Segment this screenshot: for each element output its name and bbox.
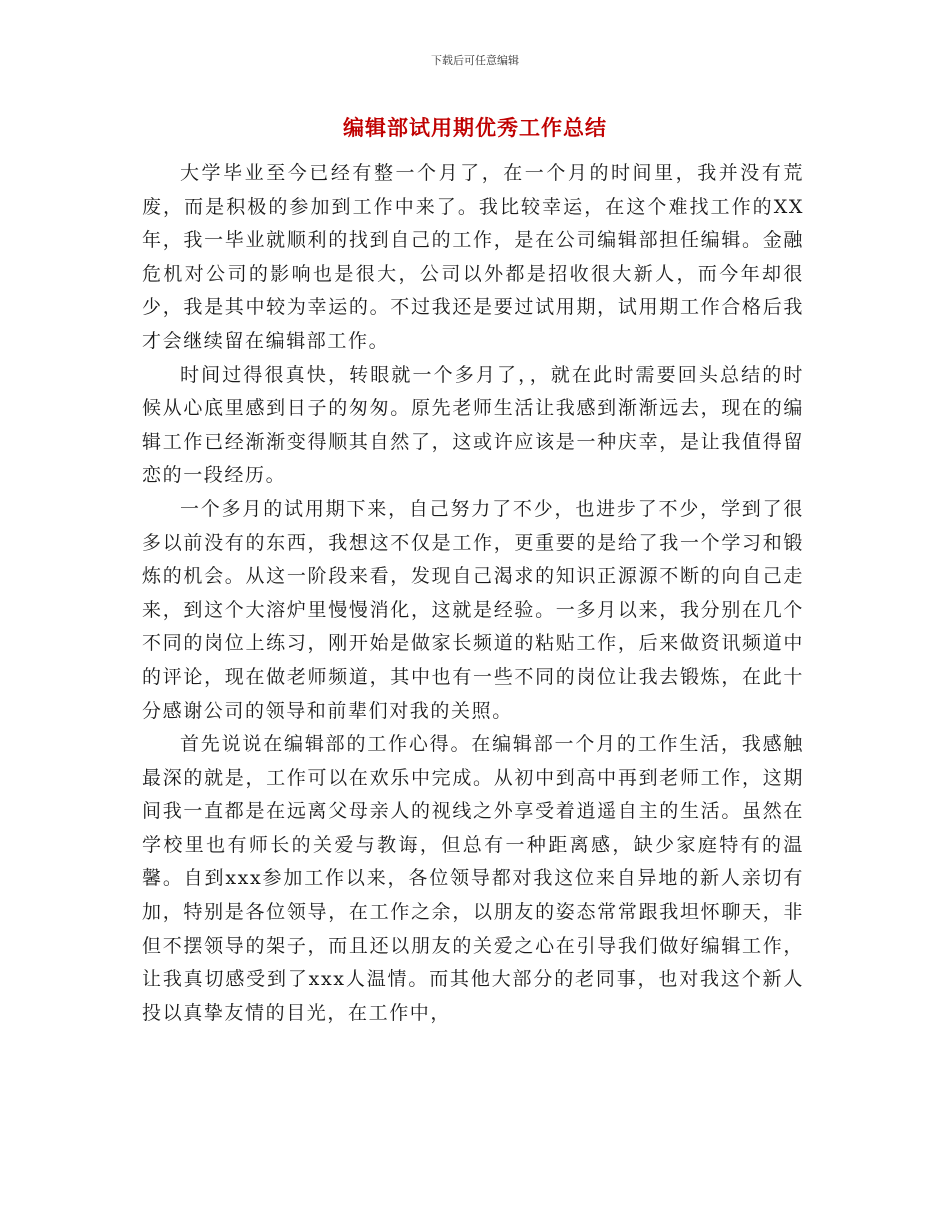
document-body — [142, 157, 804, 1030]
paragraph: 大学毕业至今已经有整一个月了，在一个月的时间里，我并没有荒废，而是积极的参加到工作中来了。我比较幸运，在这个难找工作的XX年，我一毕业就顺利的找到自己的工作，是在公司编辑部担任编辑。金融危机对公司的影响也是很大，公司以外都是招收很大新人，而今年却很少，我是其中较为幸运的。不过我还是要过试用期，试用期工作合格后我才会继续留在编辑部工作。 — [142, 162, 804, 352]
paragraph: 一个多月的试用期下来，自己努力了不少，也进步了不少，学到了很多以前没有的东西，我想这不仅是工作，更重要的是给了我一个学习和锻炼的机会。从这一阶段来看，发现自己渴求的知识正源源不断的向自己走来，到这个大溶炉里慢慢消化，这就是经验。一多月以来，我分别在几个不同的岗位上练习，刚开始是做家长频道的粘贴工作，后来做资讯频道中的评论，现在做老师频道，其中也有一些不同的岗位让我去锻炼，在此十分感谢公司的领导和前辈们对我的关照。 — [142, 497, 804, 722]
paragraph: 时间过得很真快，转眼就一个多月了，，就在此时需要回头总结的时候从心底里感到日子的匆匆。原先老师生活让我感到渐渐远去，现在的编辑工作已经渐渐变得顺其自然了，这或许应该是一种庆幸，是让我值得留恋的一段经历。 — [142, 363, 804, 487]
page-header: 下载后可任意编辑 — [431, 54, 519, 67]
paragraph: 首先说说在编辑部的工作心得。在编辑部一个月的工作生活，我感触最深的就是，工作可以在欢乐中完成。从初中到高中再到老师工作，这期间我一直都是在远离父母亲人的视线之外享受着逍遥自主的生活。虽然在学校里也有师长的关爱与教诲，但总有一种距离感，缺少家庭特有的温馨。自到xxx参加工作以来，各位领导都对我这位来自异地的新人亲切有加，特别是各位领导，在工作之余，以朋友的姿态常常跟我坦怀聊天，非但不摆领导的架子，而且还以朋友的关爱之心在引导我们做好编辑工作，让我真切感受到了xxx人温情。而其他大部分的老同事，也对我这个新人投以真挚友情的目光，在工作中， — [142, 733, 804, 1024]
document-title: 编辑部试用期优秀工作总结 — [343, 115, 607, 140]
